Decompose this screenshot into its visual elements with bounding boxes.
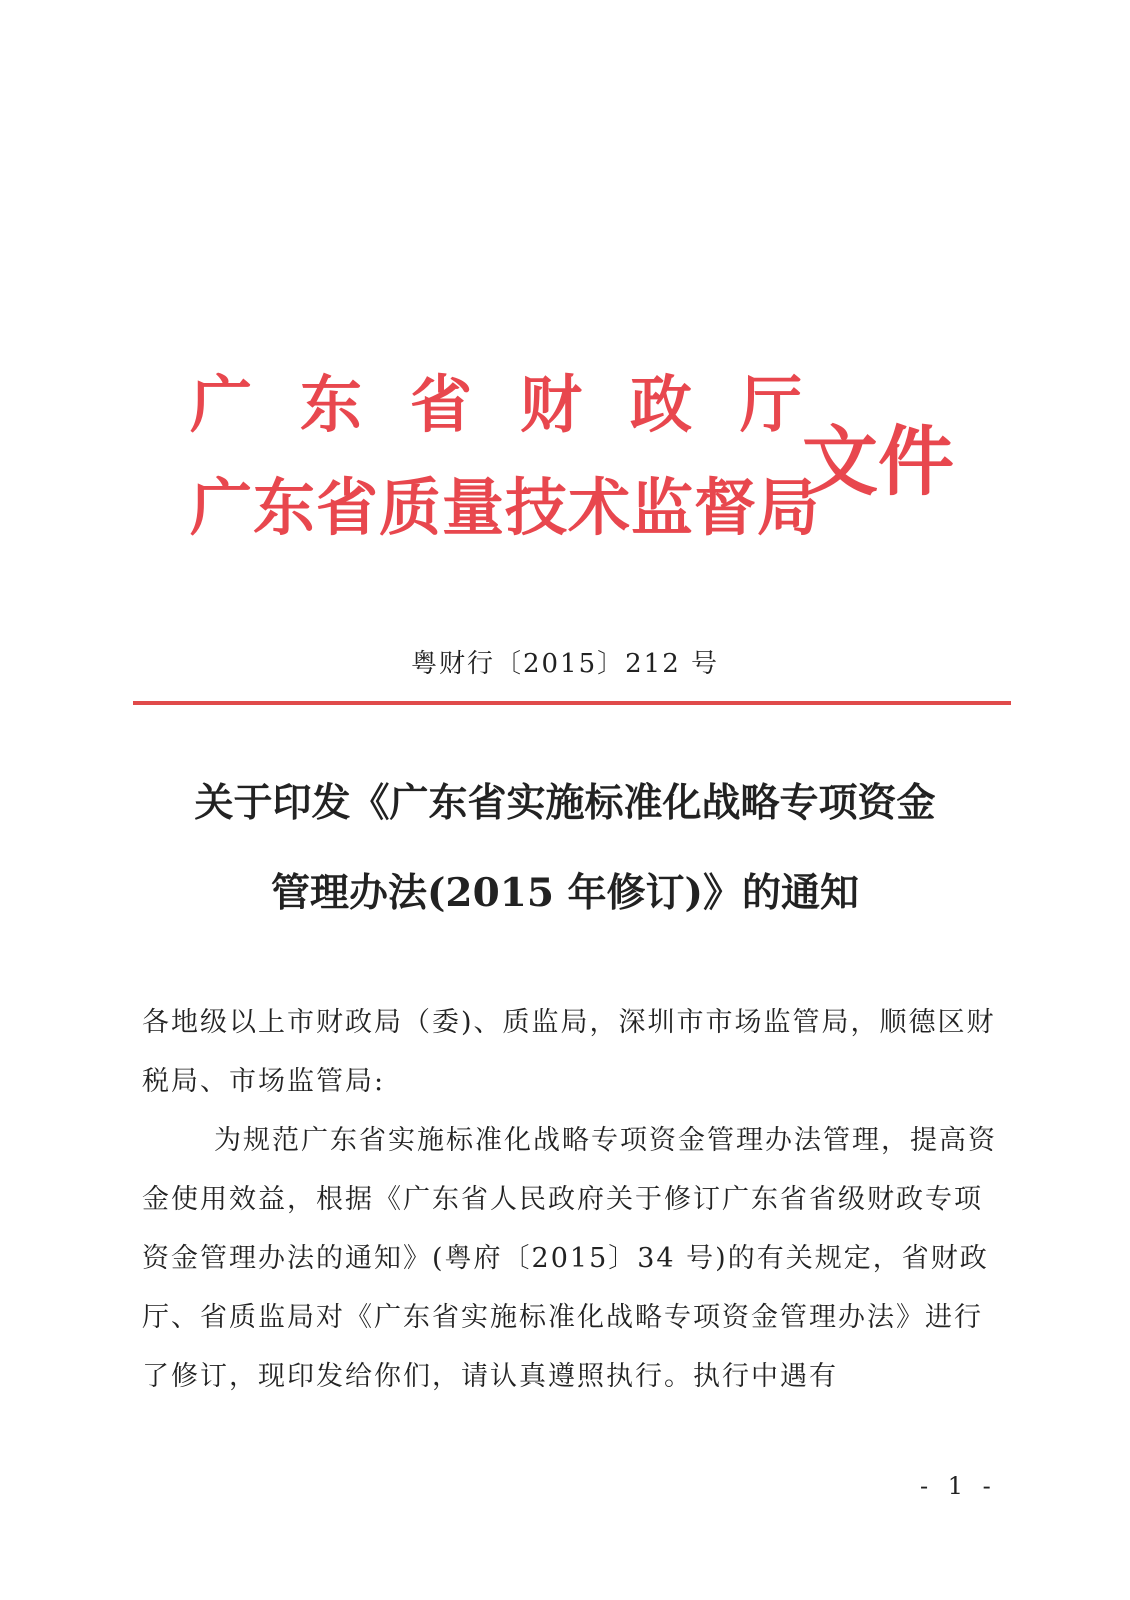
page-number: - 1 - (920, 1472, 997, 1500)
document-type-label: 文件 (802, 417, 954, 506)
issuer-quality-bureau: 广东省质量技术监督局 (190, 471, 821, 544)
document-number: 粤财行〔2015〕212 号 (410, 649, 720, 679)
salutation: 各地级以上市财政局（委)、质监局，深圳市市场监管局，顺德区财税局、市场监管局: (142, 1007, 996, 1097)
issuer-finance-department: 广东省财政厅 (190, 368, 851, 441)
document-header (190, 368, 970, 558)
red-divider-line (133, 701, 1011, 705)
document-title-line-2: 管理办法(2015 年修订)》的通知 (270, 870, 860, 916)
document-title-line-1: 关于印发《广东省实施标准化战略专项资金 (194, 780, 936, 826)
body-paragraph: 为规范广东省实施标准化战略专项资金管理办法管理，提高资金使用效益，根据《广东省人民政府关于修订广东省省级财政专项资金管理办法的通知》(粤府〔2015〕34 号)的有关规定，省财政厅、省质监局对《广东省实施标准化战略专项资金管理办法》进行了修订，现印发给你们，请认真遵照执行。执行中遇有 (142, 1125, 997, 1392)
